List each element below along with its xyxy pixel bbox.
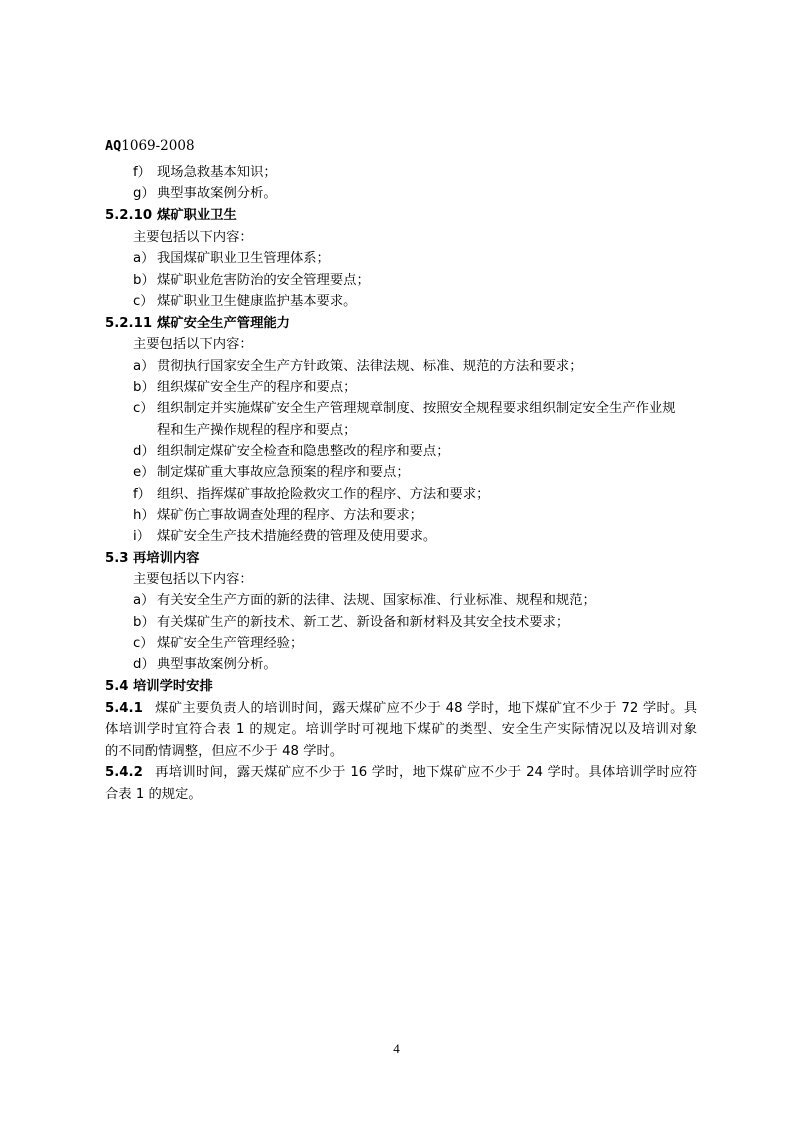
list-item bbox=[133, 465, 410, 481]
item-text: 煤矿安全生产技术措施经费的管理及使用要求。 bbox=[157, 529, 437, 544]
list-item bbox=[133, 487, 489, 503]
item-text: 组织、指挥煤矿事故抢险救灾工作的程序、方法和要求； bbox=[157, 487, 490, 502]
clause-number: 5.4.2 bbox=[105, 765, 143, 780]
section-title: 煤矿安全生产管理能力 bbox=[157, 316, 290, 331]
list-item bbox=[133, 165, 277, 181]
section-number: 5.2.11 bbox=[105, 316, 153, 331]
section-heading-5-4 bbox=[105, 679, 213, 695]
list-item bbox=[133, 273, 370, 289]
standard-prefix: AQ bbox=[105, 138, 122, 154]
section-title: 煤矿职业卫生 bbox=[157, 208, 237, 223]
item-label: a） bbox=[133, 251, 155, 266]
item-label: a） bbox=[133, 593, 155, 608]
list-item-continuation: 程和生产操作规程的程序和要点； bbox=[157, 423, 357, 438]
section-number: 5.4 bbox=[105, 679, 129, 694]
paragraph-5-4-1-line bbox=[105, 701, 697, 717]
paragraph-text: 煤矿主要负责人的培训时间，露天煤矿应不少于 48 学时，地下煤矿宜不少于 72 学时。具 bbox=[154, 701, 697, 716]
list-item bbox=[133, 380, 356, 396]
item-text: 有关煤矿生产的新技术、新工艺、新设备和新材料及其安全技术要求； bbox=[157, 615, 570, 630]
item-text: 制定煤矿重大事故应急预案的程序和要点； bbox=[157, 465, 410, 480]
item-label: i） bbox=[133, 529, 150, 544]
list-item bbox=[133, 529, 436, 545]
paragraph-5-4-2-line bbox=[105, 765, 697, 781]
item-text: 煤矿伤亡事故调查处理的程序、方法和要求； bbox=[157, 508, 423, 523]
item-label: g） bbox=[133, 186, 155, 201]
item-label: e） bbox=[133, 465, 155, 480]
item-label: b） bbox=[133, 615, 155, 630]
list-item bbox=[133, 657, 277, 673]
item-label: d） bbox=[133, 444, 155, 459]
item-text: 贯彻执行国家安全生产方针政策、法律法规、标准、规范的方法和要求； bbox=[157, 359, 583, 374]
section-heading-5-3 bbox=[105, 551, 199, 567]
item-label: c） bbox=[133, 401, 154, 416]
paragraph-text: 再培训时间，露天煤矿应不少于 16 学时，地下煤矿应不少于 24 学时。具体培训学时应符 bbox=[154, 765, 697, 780]
section-number: 5.2.10 bbox=[105, 208, 153, 223]
item-text: 煤矿职业卫生健康监护基本要求。 bbox=[157, 294, 357, 309]
section-intro: 主要包括以下内容： bbox=[133, 337, 253, 352]
item-label: c） bbox=[133, 636, 154, 651]
paragraph-5-4-1-line: 体培训学时宜符合表 1 的规定。培训学时可视地下煤矿的类型、安全生产实际情况以及培训对象 bbox=[105, 722, 697, 737]
item-label: h） bbox=[133, 508, 155, 523]
item-text: 组织煤矿安全生产的程序和要点； bbox=[157, 380, 357, 395]
item-label: b） bbox=[133, 380, 155, 395]
standard-number: 1069-2008 bbox=[121, 138, 195, 154]
item-text: 典型事故案例分析。 bbox=[157, 186, 277, 201]
item-text: 煤矿职业危害防治的安全管理要点； bbox=[157, 273, 370, 288]
item-label: a） bbox=[133, 359, 155, 374]
section-number: 5.3 bbox=[105, 551, 129, 566]
item-text: 组织制定并实施煤矿安全生产管理规章制度、按照安全规程要求组织制定安全生产作业规 bbox=[157, 401, 676, 416]
list-item bbox=[133, 359, 583, 375]
item-text: 典型事故案例分析。 bbox=[157, 657, 277, 672]
item-text: 组织制定煤矿安全检查和隐患整改的程序和要点； bbox=[157, 444, 450, 459]
item-text: 煤矿安全生产管理经验； bbox=[157, 636, 304, 651]
list-item bbox=[133, 508, 423, 524]
list-item bbox=[133, 444, 450, 460]
item-text: 现场急救基本知识； bbox=[157, 165, 277, 180]
section-title: 再培训内容 bbox=[133, 551, 200, 566]
item-label: f） bbox=[133, 165, 151, 180]
list-item bbox=[133, 401, 676, 417]
list-item bbox=[133, 636, 303, 652]
item-label: f） bbox=[133, 487, 151, 502]
list-item bbox=[133, 615, 569, 631]
standard-code-header bbox=[105, 138, 195, 154]
section-heading-5-2-11 bbox=[105, 316, 290, 332]
section-heading-5-2-10 bbox=[105, 208, 237, 224]
item-label: d） bbox=[133, 657, 155, 672]
item-label: c） bbox=[133, 294, 154, 309]
item-text: 我国煤矿职业卫生管理体系； bbox=[157, 251, 330, 266]
clause-number: 5.4.1 bbox=[105, 701, 143, 716]
paragraph-5-4-2-line: 合表 1 的规定。 bbox=[105, 787, 202, 802]
page-number: 4 bbox=[393, 1041, 400, 1056]
list-item bbox=[133, 294, 356, 310]
list-item bbox=[133, 251, 330, 267]
section-intro: 主要包括以下内容： bbox=[133, 572, 253, 587]
item-text: 有关安全生产方面的新的法律、法规、国家标准、行业标准、规程和规范； bbox=[157, 593, 596, 608]
item-label: b） bbox=[133, 273, 155, 288]
paragraph-5-4-1-line: 的不同酌情调整，但应不少于 48 学时。 bbox=[105, 744, 344, 759]
section-intro: 主要包括以下内容： bbox=[133, 230, 253, 245]
list-item bbox=[133, 186, 277, 202]
list-item bbox=[133, 593, 596, 609]
section-title: 培训学时安排 bbox=[133, 679, 213, 694]
